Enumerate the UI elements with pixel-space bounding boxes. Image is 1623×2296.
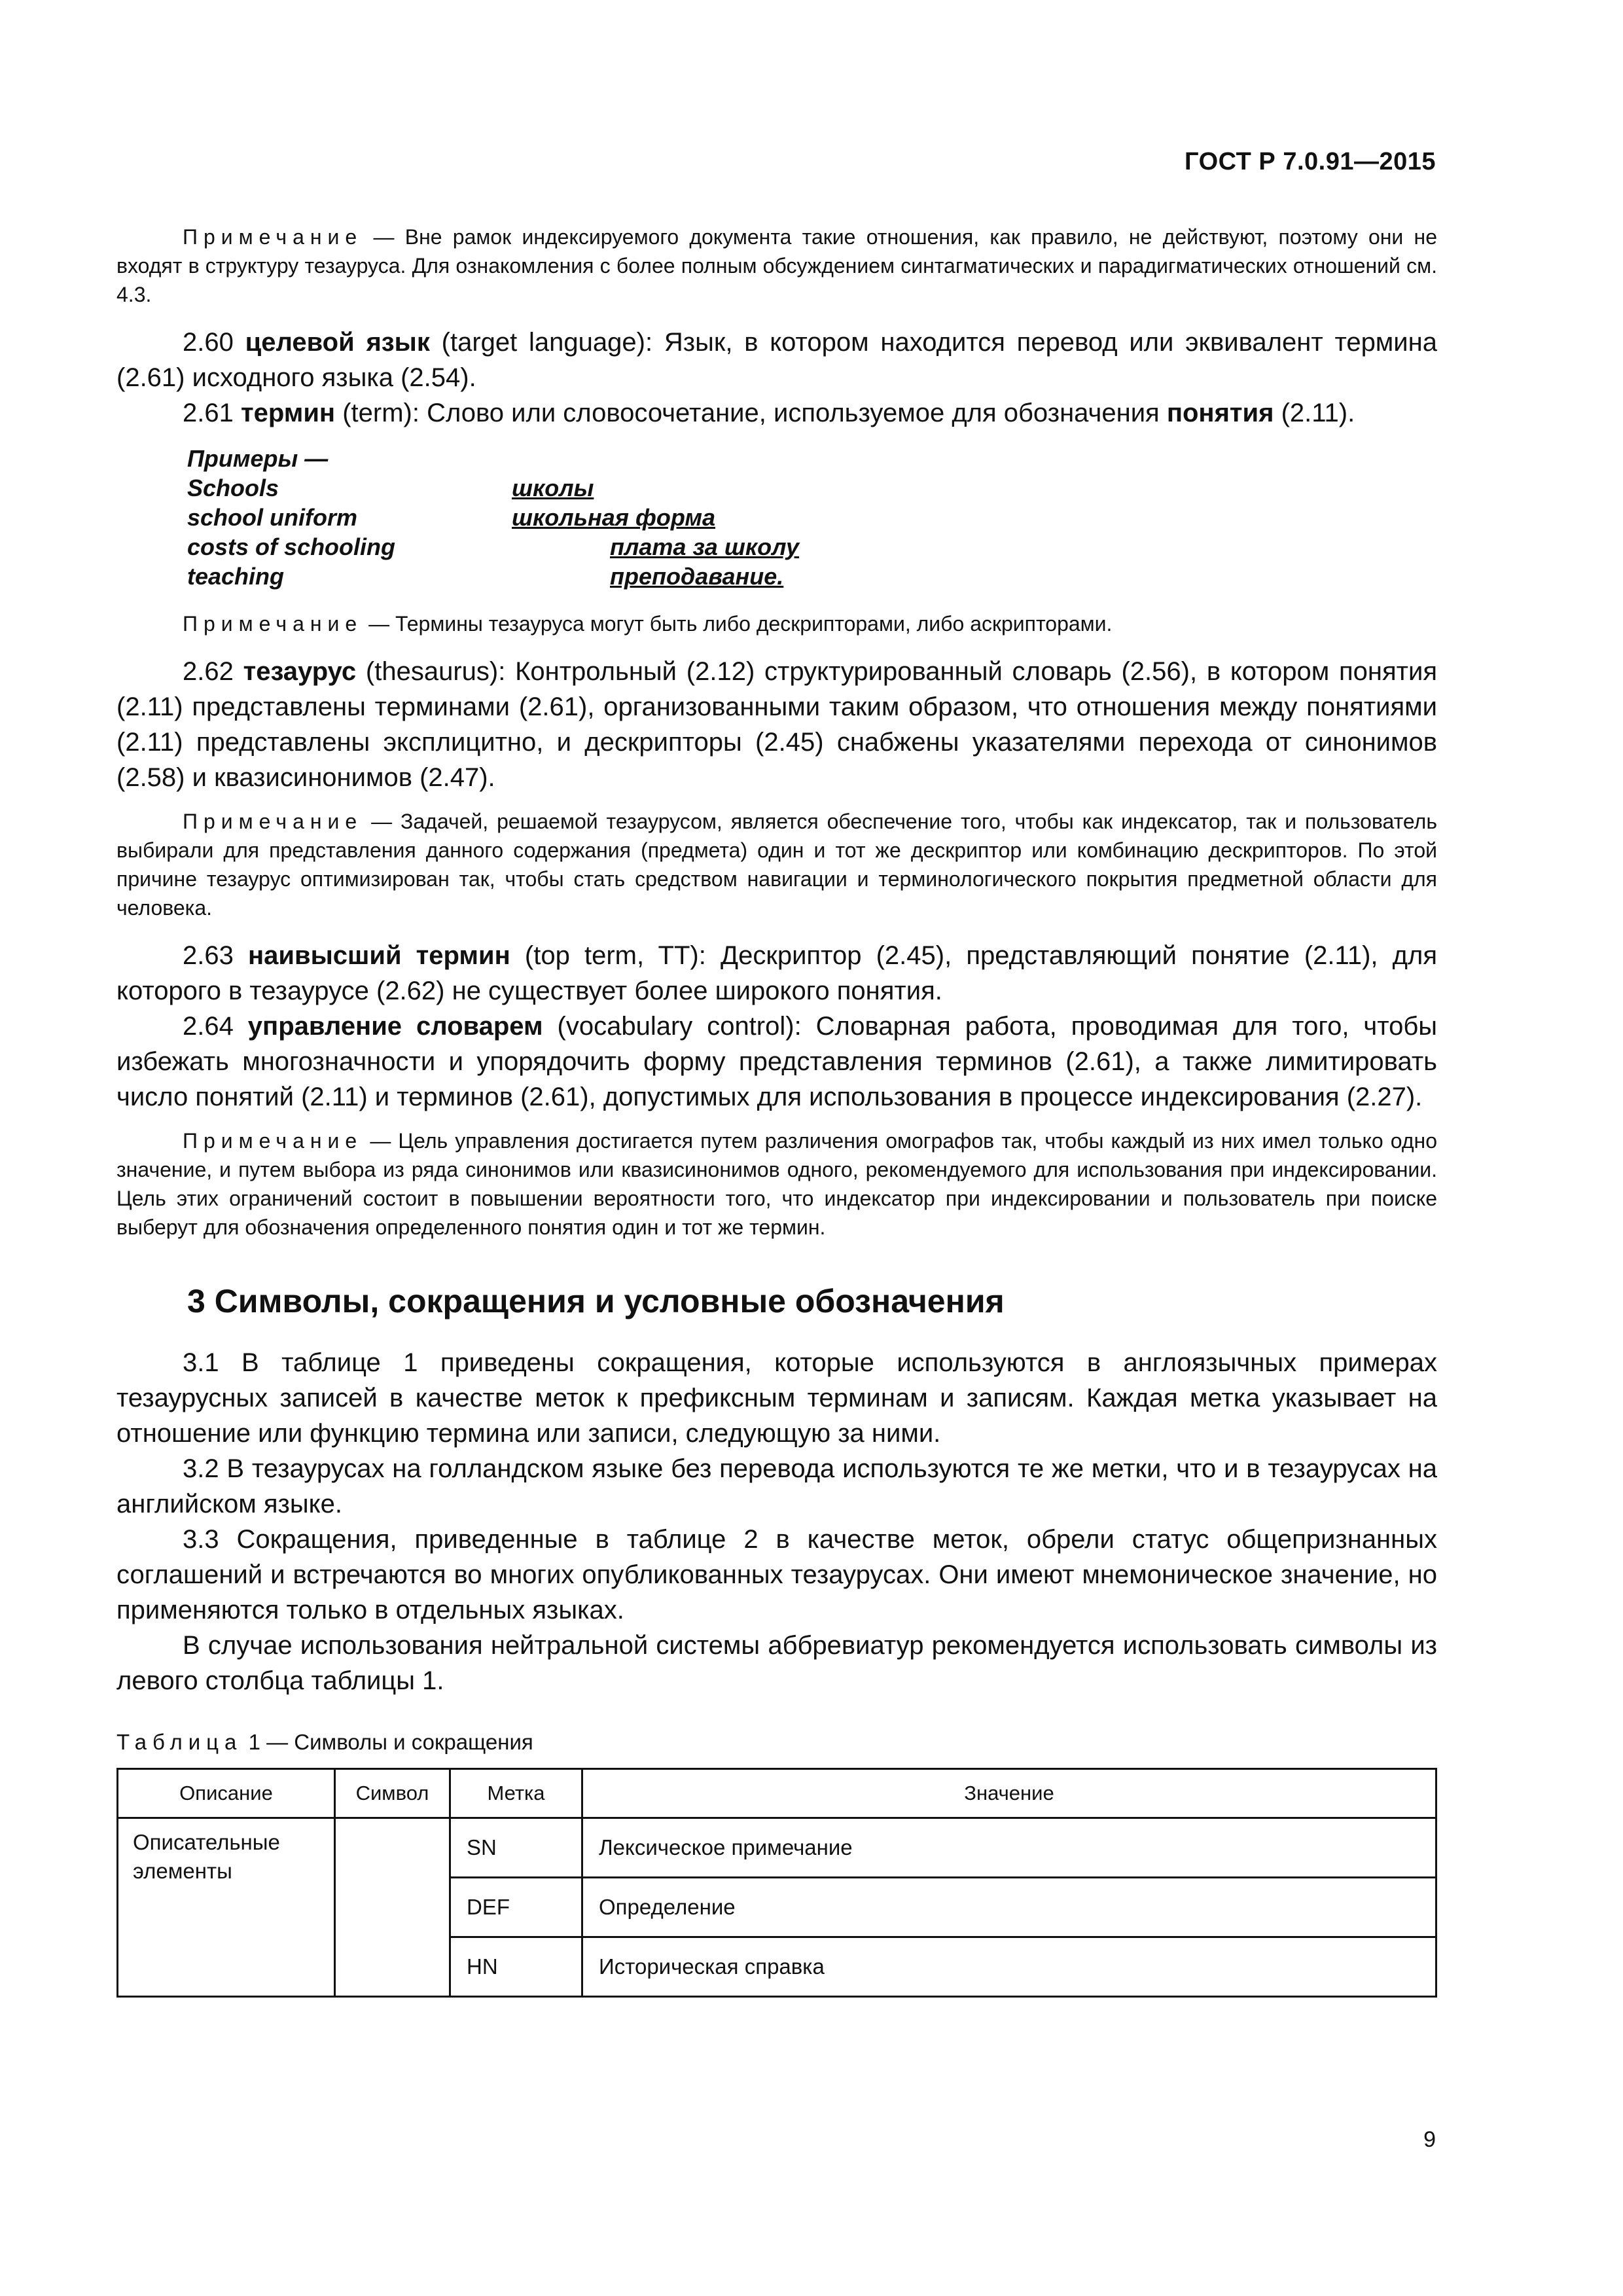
note-label: Примечание	[183, 225, 363, 249]
example-term: school uniform	[187, 504, 357, 531]
paragraph-3-1: 3.1 В таблице 1 приведены сокращения, которые используются в англоязычных примерах тезаурусных записей в качестве меток к префиксным терминам и записям. Каждая метка указывает на отношение или функцию термина или записи, следующую за ними.	[116, 1348, 1437, 1448]
example-translation: плата за школу	[610, 533, 800, 560]
term-number: 2.60	[183, 328, 234, 357]
term-2-64	[116, 1009, 1437, 1115]
column-header-label: Метка	[450, 1769, 582, 1818]
examples-block	[187, 444, 1437, 591]
term-definition: (thesaurus): Контрольный (2.12) структурированный словарь (2.56), в котором понятия (2.11) представлены терминами (2.61), организованными таким образом, что отношения между понятиями (2.11) представлены эксплицитно, и дескрипторы (2.45) снабжены указателями перехода от синонимов (2.58) и квазисинонимов (2.47).	[116, 657, 1437, 792]
term-number: 2.63	[183, 941, 234, 970]
group-description-cell: Описательные элементы	[118, 1818, 335, 1997]
term-2-60	[116, 325, 1437, 395]
term-2-61	[116, 395, 1437, 431]
note-3	[116, 807, 1437, 922]
table-1	[116, 1768, 1437, 1998]
table-header-row	[118, 1769, 1436, 1818]
note-3-text: — Задачей, решаемой тезаурусом, является обеспечение того, чтобы как индексатор, так и пользователь выбирали для представления данного содержания (предмета) один и тот же дескриптор или комбинацию дескрипторов. По этой причине тезаурус оптимизирован так, чтобы стать средством навигации и терминологического покрытия предметной области для человека.	[116, 810, 1438, 920]
paragraph-3-2: 3.2 В тезаурусах на голландском языке без перевода используются те же метки, что и в тезаурусах на английском языке.	[116, 1454, 1437, 1518]
term-definition: (vocabulary control): Словарная работа, проводимая для того, чтобы избежать многозначности и упорядочить форму представления терминов (2.61), а также лимитировать число понятий (2.11) и терминов (2.61), допустимых для использования в процессе индексирования (2.27).	[116, 1012, 1437, 1111]
example-translation: школьная форма	[512, 504, 715, 531]
term-number: 2.64	[183, 1012, 234, 1041]
paragraph-3-3: 3.3 Сокращения, приведенные в таблице 2 в качестве меток, обрели статус общепризнанных соглашений и встречаются во многих опубликованных тезаурусах. Они имеют мнемоническое значение, но применяются только в отдельных языках.	[116, 1525, 1437, 1624]
note-1-text: — Вне рамок индексируемого документа такие отношения, как правило, не действуют, поэтому они не входят в структуру тезауруса. Для ознакомления с более полным обсуждением синтагматических и парадигматических отношений см. 4.3.	[116, 225, 1438, 306]
paragraph-3-4: В случае использования нейтральной системы аббревиатур рекомендуется использовать символы из левого столбца таблицы 1.	[116, 1631, 1437, 1695]
table-row	[118, 1818, 1436, 1878]
example-row	[187, 562, 1437, 591]
note-1	[116, 223, 1437, 309]
table-caption-text: 1 — Символы и сокращения	[248, 1730, 533, 1754]
example-translation: школы	[512, 475, 594, 501]
column-header-symbol: Символ	[335, 1769, 450, 1818]
column-header-meaning: Значение	[582, 1769, 1436, 1818]
label-cell: HN	[450, 1937, 582, 1997]
meaning-cell: Определение	[582, 1878, 1436, 1937]
example-term: costs of schooling	[187, 533, 396, 560]
term-name: управление словарем	[247, 1012, 543, 1041]
example-term: teaching	[187, 563, 285, 590]
example-row	[187, 503, 1437, 532]
term-reference: понятия	[1166, 399, 1274, 427]
page-number: 9	[1423, 2127, 1436, 2152]
section-3-title: 3 Символы, сокращения и условные обозначения	[187, 1283, 1005, 1319]
label-cell: SN	[450, 1818, 582, 1878]
examples-heading: Примеры —	[187, 445, 329, 472]
note-4	[116, 1126, 1437, 1242]
note-label: Примечание	[183, 810, 363, 833]
document-code-header: ГОСТ Р 7.0.91—2015	[1185, 148, 1436, 175]
meaning-cell: Лексическое примечание	[582, 1818, 1436, 1878]
term-name: тезаурус	[243, 657, 357, 686]
note-label: Примечание	[183, 612, 363, 636]
note-label: Примечание	[183, 1129, 363, 1153]
column-header-description: Описание	[118, 1769, 335, 1818]
term-definition: (term): Слово или словосочетание, используемое для обозначения	[342, 399, 1160, 427]
term-name: наивысший термин	[248, 941, 510, 970]
table-caption-word: Таблица	[116, 1730, 243, 1754]
term-2-63	[116, 938, 1437, 1009]
example-translation: преподавание.	[610, 563, 784, 590]
note-4-text: — Цель управления достигается путем различения омографов так, чтобы каждый из них имел только одно значение, и путем выбора из ряда синонимов или квазисинонимов одного, рекомендуемого для использования при индексировании. Цель этих ограничений состоит в повышении вероятности того, что индексатор при индексировании и пользователь при поиске выберут для обозначения определенного понятия один и тот же термин.	[116, 1129, 1438, 1239]
term-2-62	[116, 654, 1437, 795]
term-definition: (top term, TT): Дескриптор (2.45), представляющий понятие (2.11), для которого в тезаурусе (2.62) не существует более широкого понятия.	[116, 941, 1437, 1005]
example-row	[187, 473, 1437, 503]
term-definition-end: (2.11).	[1281, 399, 1355, 427]
page-content	[116, 223, 1437, 1998]
label-cell: DEF	[450, 1878, 582, 1937]
table-1-caption	[116, 1730, 1437, 1755]
term-number: 2.62	[183, 657, 234, 686]
note-2	[116, 609, 1437, 638]
note-2-text: — Термины тезауруса могут быть либо дескрипторами, либо аскрипторами.	[368, 612, 1113, 636]
meaning-cell: Историческая справка	[582, 1937, 1436, 1997]
term-definition: (target language): Язык, в котором находится перевод или эквивалент термина (2.61) исходного языка (2.54).	[116, 328, 1437, 392]
term-name: целевой язык	[245, 328, 430, 357]
term-name: термин	[240, 399, 336, 427]
symbol-cell	[335, 1818, 450, 1997]
example-row	[187, 532, 1437, 562]
term-number: 2.61	[183, 399, 234, 427]
example-term: Schools	[187, 475, 279, 501]
